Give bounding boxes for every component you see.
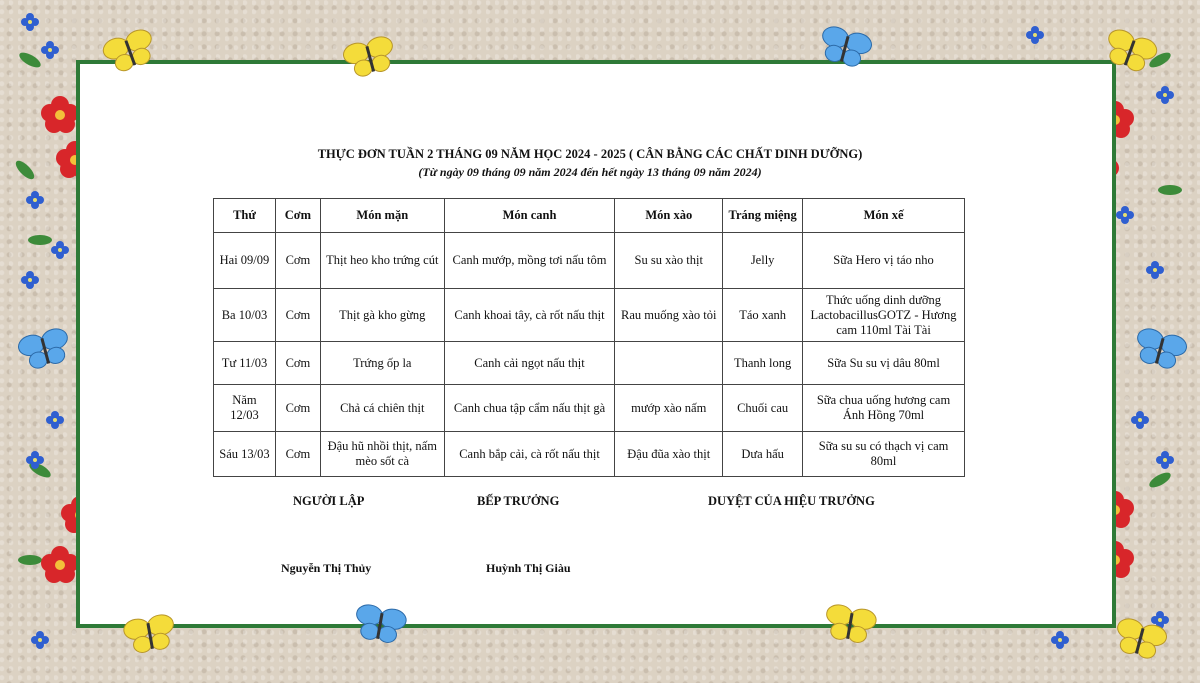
menu-title: THỰC ĐƠN TUẦN 2 THÁNG 09 NĂM HỌC 2024 - 2025 ( CÂN BẰNG CÁC CHẤT DINH DƯỠNG) — [317, 147, 863, 161]
butterfly-icon — [1112, 616, 1169, 662]
column-header: Món canh — [444, 199, 615, 233]
main-dish-cell: Đậu hũ nhồi thịt, nấm mèo sốt cà — [320, 432, 444, 477]
day-cell: Ba 10/03 — [214, 289, 276, 342]
dessert-cell: Chuối cau — [723, 385, 803, 432]
butterfly-icon — [100, 27, 159, 76]
preparer-label: NGƯỜI LẬP — [293, 494, 365, 508]
rice-cell: Cơm — [275, 289, 320, 342]
main-dish-cell: Thịt gà kho gừng — [320, 289, 444, 342]
snack-cell: Thức uống dinh dưỡng LactobacillusGOTZ - Hương cam 110ml Tài Tài — [803, 289, 965, 342]
day-cell: Sáu 13/03 — [214, 432, 276, 477]
principal-label: DUYỆT CỦA HIỆU TRƯỞNG — [708, 494, 875, 508]
stirfry-cell: mướp xào nấm — [615, 385, 723, 432]
rice-cell: Cơm — [275, 342, 320, 385]
column-header: Món xào — [615, 199, 723, 233]
day-cell: Hai 09/09 — [214, 233, 276, 289]
dessert-cell: Dưa hấu — [723, 432, 803, 477]
table-row — [214, 233, 965, 289]
butterfly-icon — [341, 34, 398, 80]
stirfry-cell: Đậu đũa xào thịt — [615, 432, 723, 477]
butterfly-icon — [353, 603, 408, 645]
butterfly-icon — [1132, 326, 1189, 372]
day-cell: Tư 11/03 — [214, 342, 276, 385]
day-cell: Năm 12/03 — [214, 385, 276, 432]
butterfly-icon — [16, 326, 73, 372]
main-dish-cell: Thịt heo kho trứng cút — [320, 233, 444, 289]
chef-label: BẾP TRƯỞNG — [477, 494, 560, 508]
dessert-cell: Jelly — [723, 233, 803, 289]
dessert-cell: Thanh long — [723, 342, 803, 385]
butterfly-icon — [122, 613, 177, 655]
dessert-cell: Táo xanh — [723, 289, 803, 342]
snack-cell: Sữa Su su vị dâu 80ml — [803, 342, 965, 385]
main-dish-cell: Trứng ốp la — [320, 342, 444, 385]
table-row — [214, 385, 965, 432]
menu-date-range: (Từ ngày 09 tháng 09 năm 2024 đến hết ngày 13 tháng 09 năm 2024) — [418, 165, 762, 179]
rice-cell: Cơm — [275, 432, 320, 477]
soup-cell: Canh cải ngọt nấu thịt — [444, 342, 615, 385]
column-header: Món mặn — [320, 199, 444, 233]
butterfly-icon — [823, 603, 878, 645]
soup-cell: Canh bắp cải, cà rốt nấu thịt — [444, 432, 615, 477]
butterfly-icon — [1101, 27, 1160, 76]
preparer-name: Nguyễn Thị Thủy — [281, 561, 372, 575]
stirfry-cell — [615, 342, 723, 385]
soup-cell: Canh khoai tây, cà rốt nấu thịt — [444, 289, 615, 342]
table-row — [214, 432, 965, 477]
snack-cell: Sữa Hero vị táo nho — [803, 233, 965, 289]
stirfry-cell: Su su xào thịt — [615, 233, 723, 289]
butterfly-icon — [817, 24, 874, 70]
snack-cell: Sữa chua uống hương cam Ánh Hồng 70ml — [803, 385, 965, 432]
soup-cell: Canh chua tập cẩm nấu thịt gà — [444, 385, 615, 432]
stirfry-cell: Rau muống xào tỏi — [615, 289, 723, 342]
column-header: Tráng miệng — [723, 199, 803, 233]
table-row — [214, 342, 965, 385]
main-dish-cell: Chả cá chiên thịt — [320, 385, 444, 432]
rice-cell: Cơm — [275, 385, 320, 432]
table-header-row — [214, 199, 965, 233]
snack-cell: Sữa su su có thạch vị cam 80ml — [803, 432, 965, 477]
column-header: Thứ — [214, 199, 276, 233]
column-header: Món xế — [803, 199, 965, 233]
chef-name: Huỳnh Thị Giàu — [486, 561, 571, 575]
weekly-menu-table — [213, 198, 965, 477]
rice-cell: Cơm — [275, 233, 320, 289]
column-header: Cơm — [275, 199, 320, 233]
table-row — [214, 289, 965, 342]
soup-cell: Canh mướp, mồng tơi nấu tôm — [444, 233, 615, 289]
